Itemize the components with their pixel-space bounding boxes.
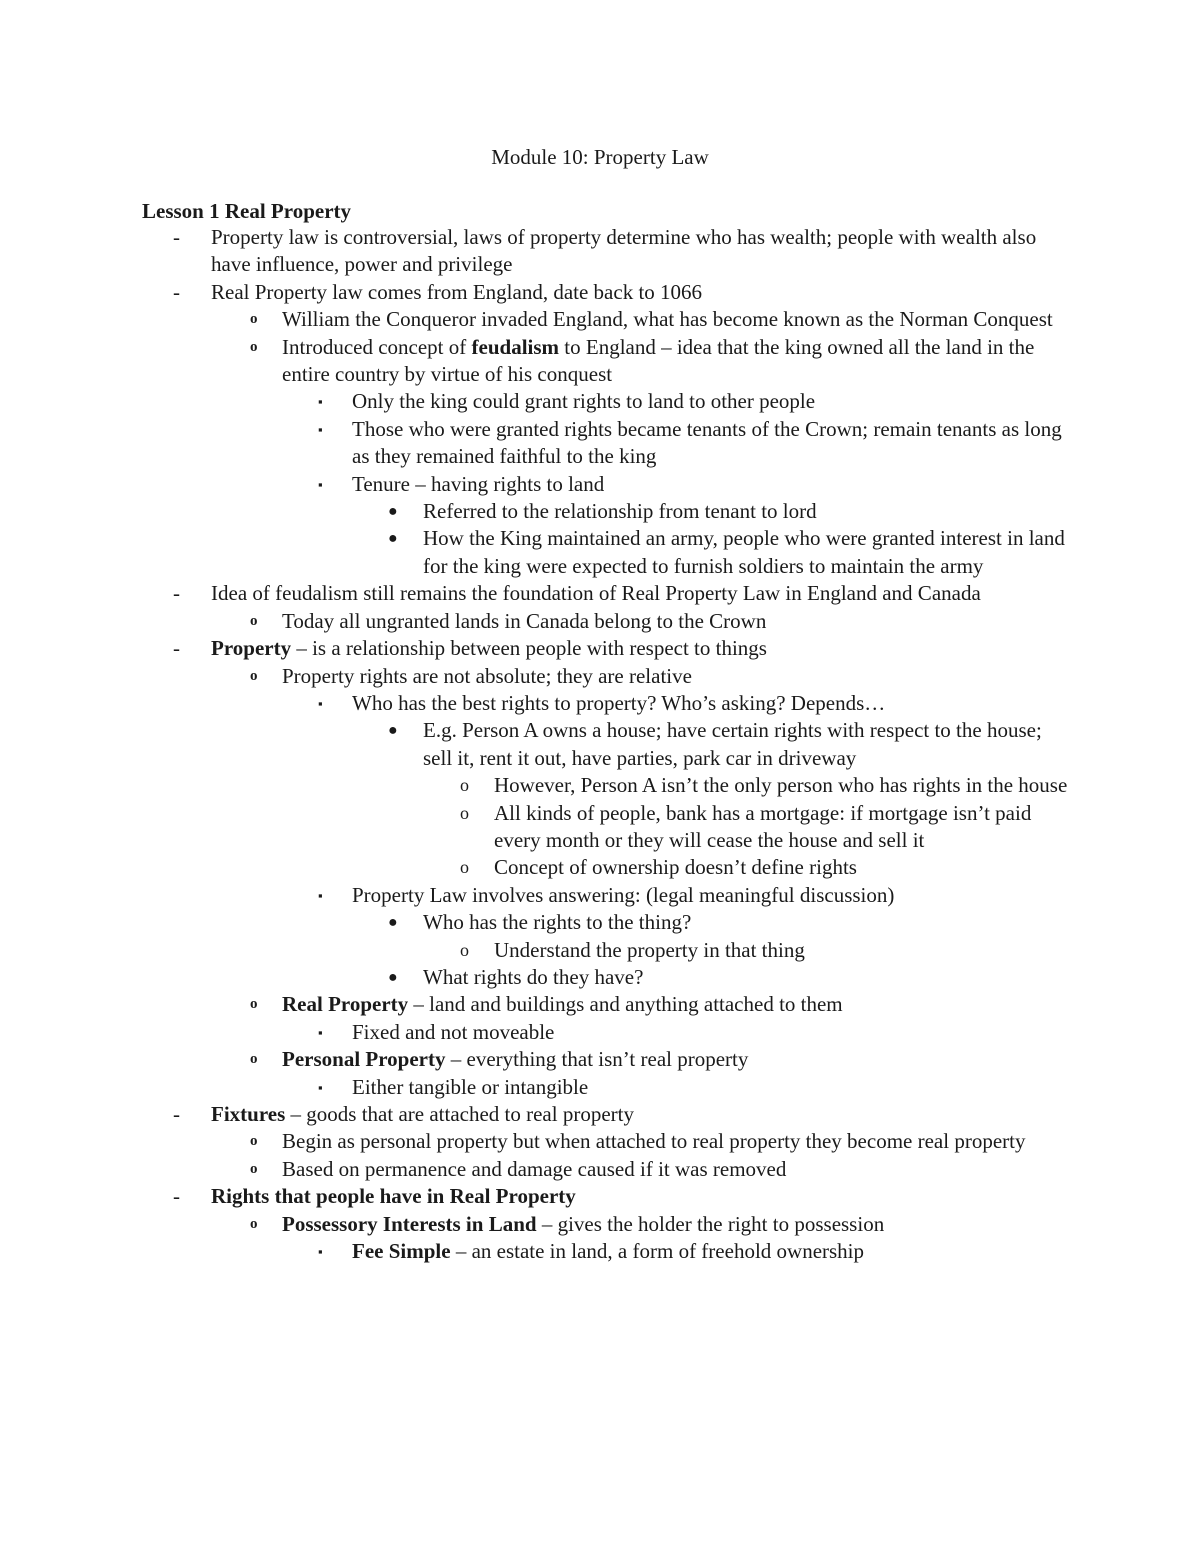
hollow-bullet-icon: o xyxy=(250,612,258,629)
text-run: Based on permanence and damage caused if it was removed xyxy=(282,1156,787,1181)
outline-item-level-1 xyxy=(0,1101,1200,1128)
outline-item-level-1 xyxy=(0,580,1200,607)
outline-item-level-3 xyxy=(0,690,1200,717)
outline-item-text xyxy=(211,1101,1071,1128)
outline-item-level-3 xyxy=(0,471,1200,498)
bullet-bullet-icon: ● xyxy=(388,722,398,740)
outline-item-level-3 xyxy=(0,882,1200,909)
outline-item-level-4 xyxy=(0,498,1200,525)
page-title: Module 10: Property Law xyxy=(491,145,709,169)
text-run: However, Person A isn’t the only person who has rights in the house xyxy=(494,773,1068,798)
hollow-bullet-icon: o xyxy=(250,1133,258,1150)
circle-bullet-icon: o xyxy=(460,939,469,960)
outline-item-text xyxy=(352,690,1072,717)
outline-item-level-4 xyxy=(0,525,1200,580)
square-bullet-icon: ▪ xyxy=(318,421,323,437)
outline-item-level-2 xyxy=(0,306,1200,333)
outline-item-text xyxy=(211,224,1071,279)
outline-item-level-3 xyxy=(0,1019,1200,1046)
outline-item-level-5 xyxy=(0,937,1200,964)
outline-item-level-2 xyxy=(0,1211,1200,1238)
outline-item-text xyxy=(423,525,1073,580)
text-run: – is a relationship between people with respect to things xyxy=(291,636,767,661)
outline-item-text xyxy=(352,1074,1072,1101)
text-run: Referred to the relationship from tenant to lord xyxy=(423,499,817,524)
outline-item-text xyxy=(282,1128,1072,1155)
text-run: Fixed and not moveable xyxy=(352,1019,555,1044)
outline-item-text xyxy=(282,663,1072,690)
outline-item-level-4 xyxy=(0,964,1200,991)
text-run: – land and buildings and anything attached to them xyxy=(408,992,843,1017)
outline-item-level-3 xyxy=(0,416,1200,471)
text-run: Either tangible or intangible xyxy=(352,1074,589,1099)
outline-item-level-1 xyxy=(0,1183,1200,1210)
text-run: Property rights are not absolute; they are relative xyxy=(282,663,692,688)
outline-item-text xyxy=(494,772,1074,799)
bold-term: Personal Property xyxy=(282,1047,446,1072)
outline-item-text xyxy=(211,635,1071,662)
outline-item-text xyxy=(282,1211,1072,1238)
text-run: What rights do they have? xyxy=(423,964,644,989)
outline-item-text xyxy=(282,991,1072,1018)
outline-item-text xyxy=(282,1046,1072,1073)
outline-item-text xyxy=(211,279,1071,306)
dash-bullet-icon: - xyxy=(173,279,180,304)
circle-bullet-icon: o xyxy=(460,802,469,823)
bold-term: Real Property xyxy=(282,992,409,1017)
circle-bullet-icon: o xyxy=(460,775,469,796)
outline-item-level-3 xyxy=(0,1074,1200,1101)
outline-item-level-2 xyxy=(0,1156,1200,1183)
text-run: – an estate in land, a form of freehold ownership xyxy=(450,1239,865,1264)
text-run: Property Law involves answering: (legal meaningful discussion) xyxy=(352,882,895,907)
text-run: to England – idea that the king owned all the land in the entire country by virtue of his conquest xyxy=(282,334,1035,387)
dash-bullet-icon: - xyxy=(173,1184,180,1209)
square-bullet-icon: ▪ xyxy=(318,1244,323,1260)
outline-item-text xyxy=(494,800,1074,855)
square-bullet-icon: ▪ xyxy=(318,887,323,903)
outline-item-level-2 xyxy=(0,334,1200,389)
hollow-bullet-icon: o xyxy=(250,1215,258,1232)
text-run: – gives the holder the right to possession xyxy=(536,1211,885,1236)
bullet-bullet-icon: ● xyxy=(388,503,398,521)
text-run: Tenure – having rights to land xyxy=(352,471,605,496)
outline-item-level-2 xyxy=(0,663,1200,690)
square-bullet-icon: ▪ xyxy=(318,476,323,492)
circle-bullet-icon: o xyxy=(460,857,469,878)
bold-term: Fee Simple xyxy=(352,1239,451,1264)
outline-item-level-5 xyxy=(0,772,1200,799)
hollow-bullet-icon: o xyxy=(250,996,258,1013)
notes-outline xyxy=(0,224,1200,1265)
outline-item-level-2 xyxy=(0,991,1200,1018)
text-run: Begin as personal property but when attached to real property they become real property xyxy=(282,1129,1026,1154)
outline-item-level-1 xyxy=(0,224,1200,279)
outline-item-level-3 xyxy=(0,388,1200,415)
text-run: Those who were granted rights became tenants of the Crown; remain tenants as long as they remained faithful to the king xyxy=(352,416,1062,469)
outline-item-text xyxy=(282,334,1072,389)
bold-term: Rights that people have in Real Property xyxy=(211,1184,576,1209)
bullet-bullet-icon: ● xyxy=(388,530,398,548)
bold-term: feudalism xyxy=(471,334,560,359)
text-run: – goods that are attached to real property xyxy=(285,1102,634,1126)
outline-item-text xyxy=(352,1238,1072,1265)
square-bullet-icon: ▪ xyxy=(318,1024,323,1040)
outline-item-text xyxy=(423,909,1073,936)
bold-term: Possessory Interests in Land xyxy=(282,1211,537,1236)
text-run: Today all ungranted lands in Canada belong to the Crown xyxy=(282,608,767,633)
hollow-bullet-icon: o xyxy=(250,1051,258,1068)
outline-item-text xyxy=(211,1183,1071,1210)
text-run: Who has the best rights to property? Who’s asking? Depends… xyxy=(352,690,886,715)
text-run: Concept of ownership doesn’t define rights xyxy=(494,855,857,880)
text-run: Property law is controversial, laws of property determine who has wealth; people with wealth also have influence, power and privilege xyxy=(211,225,1037,277)
outline-item-text xyxy=(211,580,1071,607)
outline-item-text xyxy=(494,937,1074,964)
lesson-heading: Lesson 1 Real Property xyxy=(142,199,352,223)
bullet-bullet-icon: ● xyxy=(388,914,398,932)
outline-item-level-2 xyxy=(0,1046,1200,1073)
outline-item-level-2 xyxy=(0,608,1200,635)
text-run: Introduced concept of xyxy=(282,334,472,359)
square-bullet-icon: ▪ xyxy=(318,1079,323,1095)
outline-item-text xyxy=(352,388,1072,415)
text-run: How the King maintained an army, people who were granted interest in land for the king were expected to furnish soldiers to maintain the army xyxy=(423,526,1065,578)
dash-bullet-icon: - xyxy=(173,636,180,661)
text-run: – everything that isn’t real property xyxy=(445,1047,749,1072)
outline-item-text xyxy=(352,882,1072,909)
bold-term: Property xyxy=(211,636,292,661)
square-bullet-icon: ▪ xyxy=(318,394,323,410)
outline-item-level-1 xyxy=(0,635,1200,662)
dash-bullet-icon: - xyxy=(173,1102,180,1126)
text-run: Who has the rights to the thing? xyxy=(423,910,692,935)
text-run: Only the king could grant rights to land to other people xyxy=(352,389,816,414)
outline-item-level-5 xyxy=(0,854,1200,881)
text-run: E.g. Person A owns a house; have certain rights with respect to the house; sell it, rent it out, have parties, park car in driveway xyxy=(423,718,1042,770)
outline-item-level-4 xyxy=(0,909,1200,936)
dash-bullet-icon: - xyxy=(173,581,180,606)
outline-item-level-3 xyxy=(0,1238,1200,1265)
text-run: Idea of feudalism still remains the foundation of Real Property Law in England and Canada xyxy=(211,581,981,606)
outline-item-text xyxy=(352,416,1072,471)
hollow-bullet-icon: o xyxy=(250,311,258,328)
outline-item-text xyxy=(494,854,1074,881)
outline-item-text xyxy=(282,1156,1072,1183)
hollow-bullet-icon: o xyxy=(250,1160,258,1177)
outline-item-text xyxy=(423,717,1073,772)
outline-item-text xyxy=(423,498,1073,525)
square-bullet-icon: ▪ xyxy=(318,695,323,711)
hollow-bullet-icon: o xyxy=(250,338,258,355)
text-run: Understand the property in that thing xyxy=(494,937,805,962)
text-run: All kinds of people, bank has a mortgage: if mortgage isn’t paid every month or they will cease the house and sell it xyxy=(494,800,1032,852)
outline-item-level-5 xyxy=(0,800,1200,855)
bold-term: Fixtures xyxy=(211,1102,286,1126)
outline-item-text xyxy=(423,964,1073,991)
outline-item-text xyxy=(352,1019,1072,1046)
outline-item-text xyxy=(282,306,1072,333)
dash-bullet-icon: - xyxy=(173,225,180,249)
bullet-bullet-icon: ● xyxy=(388,968,398,986)
outline-item-text xyxy=(352,471,1072,498)
outline-item-text xyxy=(282,608,1072,635)
text-run: Real Property law comes from England, date back to 1066 xyxy=(211,279,703,304)
outline-item-level-1 xyxy=(0,279,1200,306)
outline-item-level-4 xyxy=(0,717,1200,772)
text-run: William the Conqueror invaded England, what has become known as the Norman Conquest xyxy=(282,307,1053,332)
outline-item-level-2 xyxy=(0,1128,1200,1155)
hollow-bullet-icon: o xyxy=(250,667,258,684)
